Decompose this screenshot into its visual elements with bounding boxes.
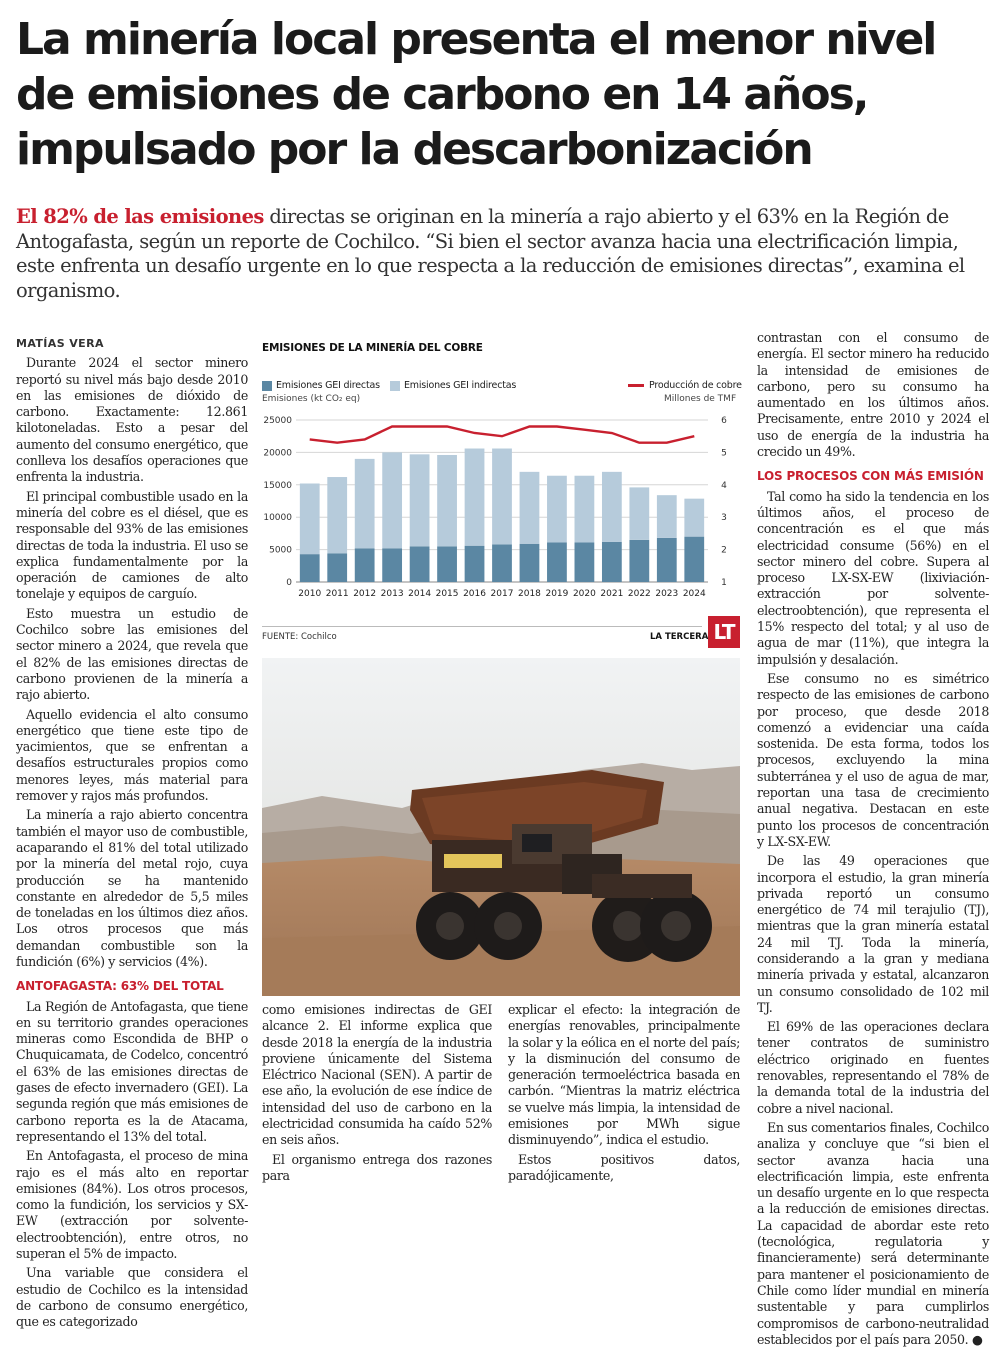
lead-paragraph [16, 205, 986, 303]
paragraph: De las 49 operaciones que incorpora el estudio, la gran minería privada reportó un consumo energético de 74 mil terajulio (TJ), mientras que la gran minería estatal 24 mil TJ. Toda la minería, considerando a la gran y mediana minería privada y estatal, alcanzaron un consumo consolidado de 102 mil TJ. [757, 853, 989, 1015]
y-tick-label: 15000 [263, 480, 292, 491]
legend-swatch-direct [262, 381, 272, 391]
paragraph: El principal combustible usado en la minería del cobre es el diésel, que es responsable del 93% de las emisiones directas de toda la industria. El uso se explica fundamentalmente por la operación de camiones de alto tonelaje y equipos de carguío. [16, 488, 248, 602]
y-tick-label: 0 [286, 578, 292, 588]
lead-text: directas se originan en la minería a rajo abierto y el 63% en la Región de Antogafasta, según un reporte de Cochilco. “Si bien el sector avanza hacia una electrificación limpia, este enfrenta un desafío urgente en lo que respecta a la reducción de emisiones directas”, examina el organismo. [16, 205, 965, 302]
bar-indirect [300, 484, 320, 555]
bar-indirect [657, 495, 677, 538]
y2-tick-label: 4 [721, 480, 727, 491]
bar-indirect [684, 499, 704, 537]
chart-title: EMISIONES DE LA MINERÍA DEL COBRE [262, 342, 483, 354]
chart-divider [262, 626, 702, 627]
paragraph-text: En sus comentarios finales, Cochilco analiza y concluye que “si bien el sector avanza hacia una electrificación limpia, este enfrenta un desafío urgente en lo que respecta a la reducción de emisiones directas. La capacidad de abordar este reto (tecnológica, regulatoria y financieramente) será determinante para mantener el posicionamiento de Chile como líder mundial en minería sustentable y para cumplirlos compromisos de carbono-neutralidad establecidos por el país para 2050. [757, 1119, 989, 1347]
bar-indirect [575, 476, 595, 543]
legend-production [628, 380, 742, 391]
bar-indirect [465, 449, 485, 546]
byline: MATÍAS VERA [16, 337, 104, 350]
bar-direct [602, 542, 622, 582]
bar-indirect [355, 459, 375, 548]
bar-indirect [629, 487, 649, 539]
legend-swatch-indirect [390, 381, 400, 391]
x-tick-label: 2011 [325, 589, 349, 599]
paragraph: contrastan con el consumo de energía. El sector minero ha reducido la intensidad de emisiones de carbono, pero su consumo ha aumentado en los últimos años. Precisamente, entre 2010 y 2024 el uso de energía de la industria ha crecido un 49%. [757, 330, 989, 460]
paragraph: En Antofagasta, el proceso de mina rajo es el más alto en reportar emisiones (84%). Los otros procesos, como la fundición, los servicios y SX-EW (extracción por solvente-electroobtención), entre otros, no superan el 5% de impacto. [16, 1148, 248, 1262]
paragraph: La Región de Antofagasta, que tiene en su territorio grandes operaciones mineras como Escondida de BHP o Chuquicamata, de Codelco, concentró el 63% de las emisiones directas de gases de efecto invernadero (GEI). La segunda región que más emisiones de carbono reporta es la de Atacama, representando el 13% del total. [16, 998, 248, 1144]
y-tick-label: 5000 [269, 545, 292, 556]
bar-indirect [547, 476, 567, 543]
paragraph: Estos positivos datos, paradójicamente, [508, 1151, 740, 1183]
lead-highlight: El 82% de las emisiones [16, 205, 264, 228]
x-tick-label: 2016 [463, 589, 486, 599]
bar-direct [657, 538, 677, 582]
paragraph: como emisiones indirectas de GEI alcance 2. El informe explica que desde 2018 la energía de la industria proviene únicamente del Sistema Eléctrico Nacional (SEN). A partir de ese año, la evolución de ese índice de intensidad del uso de carbono en la electricidad consumida ha caído 52% en seis años. [262, 1002, 492, 1148]
production-line [310, 427, 695, 443]
chart-brand: LA TERCERA [650, 632, 709, 642]
x-tick-label: 2020 [572, 589, 596, 599]
legend-label-indirect: Emisiones GEI indirectas [404, 380, 517, 391]
bar-indirect [520, 472, 540, 544]
y-tick-label: 10000 [263, 513, 292, 524]
paragraph: Una variable que considera el estudio de Cochilco es la intensidad de carbono de consumo energético, que es categorizado [16, 1265, 248, 1330]
bar-indirect [492, 449, 512, 545]
y2-axis-label: Millones de TMF [664, 394, 737, 404]
bar-indirect [410, 454, 430, 546]
bar-indirect [437, 455, 457, 546]
bar-direct [492, 544, 512, 582]
paragraph: La minería a rajo abierto concentra también el mayor uso de combustible, acaparando el 81% del total utilizado por la minería del metal rojo, cuya producción se ha mantenido constante en alrededor de 5,5 miles de toneladas en los últimos diez años. Los otros procesos que más demandan combustible son la fundición (6%) y servicios (4%). [16, 807, 248, 969]
bar-direct [520, 544, 540, 582]
y2-tick-label: 5 [721, 448, 727, 459]
bar-direct [629, 540, 649, 582]
bar-direct [547, 542, 567, 582]
end-mark-icon: ● [972, 1331, 983, 1347]
y2-tick-label: 2 [721, 545, 727, 556]
paragraph: explicar el efecto: la integración de energías renovables, principalmente la solar y la eólica en el norte del país; y la disminución del consumo de generación termoeléctrica basada en carbón. “Mientras la matriz eléctrica se vuelve más limpia, la intensidad de emisiones por MWh sigue disminuyendo”, indica el estudio. [508, 1002, 740, 1148]
x-tick-label: 2018 [518, 589, 541, 599]
paragraph: El organismo entrega dos razones para [262, 1151, 492, 1183]
legend-indirect [390, 380, 516, 391]
article-column-4 [757, 330, 989, 1347]
y-axis-label: Emisiones (kt CO₂ eq) [262, 394, 361, 404]
article-column-1 [16, 336, 248, 1330]
x-tick-label: 2021 [600, 589, 624, 599]
y2-tick-label: 6 [721, 416, 727, 426]
bar-direct [465, 546, 485, 582]
y2-tick-label: 1 [721, 578, 727, 588]
legend-label-direct: Emisiones GEI directas [276, 380, 380, 391]
bar-direct [437, 546, 457, 582]
bar-indirect [327, 477, 347, 553]
bar-direct [327, 553, 347, 582]
article-column-2 [262, 1002, 492, 1183]
bar-direct [410, 546, 430, 582]
legend-direct [262, 380, 380, 391]
x-tick-label: 2012 [353, 589, 377, 599]
paragraph [757, 1120, 989, 1348]
bar-direct [355, 548, 375, 582]
paragraph: Durante 2024 el sector minero reportó su nivel más bajo desde 2010 en las emisiones de dióxido de carbono. Exactamente: 12.861 kilotoneladas. Esto a pesar del aumento del consumo energético, que conlleva los desafíos operaciones que enfrenta la industria. [16, 355, 248, 485]
x-tick-label: 2014 [408, 589, 432, 599]
legend-line-production [628, 384, 644, 387]
paragraph: Aquello evidencia el alto consumo energético que tiene este tipo de yacimientos, que se enfrentan a desafíos estructurales propios como menores leyes, más material para remover y rajos más profundos. [16, 706, 248, 804]
x-tick-label: 2017 [490, 589, 514, 599]
bar-indirect [602, 472, 622, 542]
y-tick-label: 20000 [263, 448, 292, 459]
y-tick-label: 25000 [263, 416, 292, 426]
paragraph: Esto muestra un estudio de Cochilco sobre las emisiones del sector minero a 2024, que revela que el 82% de las emisiones directas de carbono provienen de la minería a rajo abierto. [16, 605, 248, 703]
paragraph: El 69% de las operaciones declara tener contratos de suministro eléctrico originado en fuentes renovables, representando el 78% de la demanda total de la industria del cobre a nivel nacional. [757, 1019, 989, 1116]
article-column-3 [508, 1002, 740, 1183]
section-heading: LOS PROCESOS CON MÁS EMISIÓN [757, 469, 984, 484]
chart-source: FUENTE: Cochilco [262, 632, 337, 642]
x-tick-label: 2023 [655, 589, 679, 599]
bar-direct [300, 554, 320, 582]
headline: La minería local presenta el menor nivel de emisiones de carbono en 14 años, impulsado por la descarbonización [16, 14, 936, 175]
x-tick-label: 2019 [545, 589, 569, 599]
section-heading: ANTOFAGASTA: 63% DEL TOTAL [16, 979, 224, 994]
la-tercera-logo: LT [708, 616, 740, 648]
x-tick-label: 2010 [298, 589, 322, 599]
x-tick-label: 2024 [682, 589, 706, 599]
bar-direct [684, 537, 704, 582]
paragraph: Tal como ha sido la tendencia en los últimos años, el proceso de concentración es el que más electricidad consume (56%) en el sector minero del cobre. Supera al proceso LX-SX-EW (lixiviación-extracción por solvente-electroobtención), que representa el 15% respecto del total; y al uso de agua de mar (11%), que integra la impulsión y desalación. [757, 488, 989, 667]
bar-direct [382, 548, 402, 582]
mining-truck-photo [262, 658, 740, 996]
paragraph: Ese consumo no es simétrico respecto de las emisiones de carbono por proceso, que desde 2018 comenzó a evidenciar una caída sostenida. De esta forma, todos los procesos, excluyendo la mina subterránea y el uso de agua de mar, reportan una tasa de crecimiento anual negativa. Destacan en este punto los procesos de concentración y LX-SX-EW. [757, 670, 989, 849]
x-tick-label: 2022 [627, 589, 651, 599]
chart-plot [262, 410, 740, 620]
bar-direct [575, 542, 595, 582]
y2-tick-label: 3 [721, 513, 727, 524]
x-tick-label: 2015 [435, 589, 459, 599]
chart [262, 336, 740, 652]
legend-label-production: Producción de cobre [649, 380, 742, 391]
bar-indirect [382, 452, 402, 548]
x-tick-label: 2013 [380, 589, 404, 599]
